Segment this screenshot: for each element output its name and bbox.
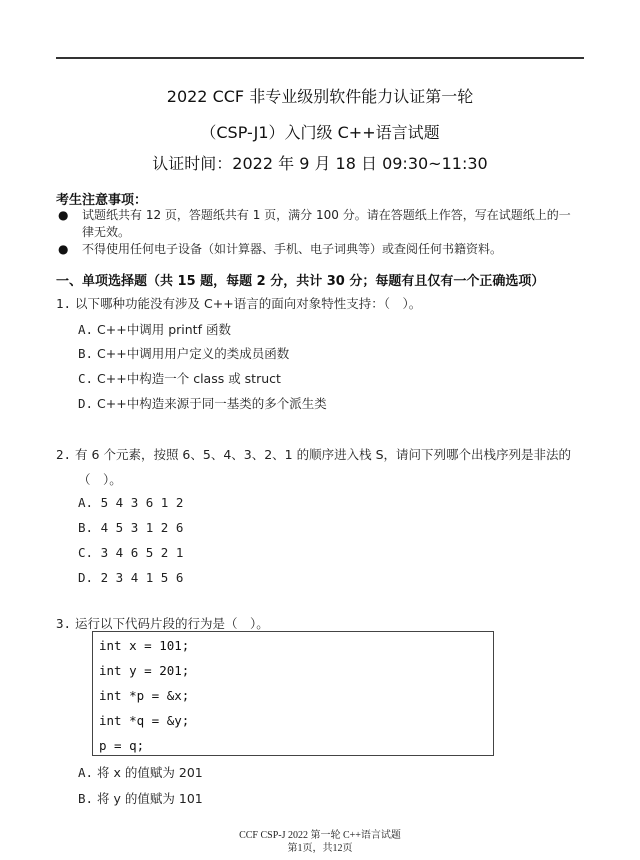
header-rule <box>56 57 584 59</box>
question-3 <box>56 614 596 632</box>
option-a <box>78 763 203 781</box>
notice-item-text: 试题纸共有 12 页，答题纸共有 1 页，满分 100 分。请在答题纸上作答，写在试题纸上的一律无效。 <box>82 208 571 239</box>
exam-title: 2022 CCF 非专业级别软件能力认证第一轮 <box>166 87 474 106</box>
option-label: B. <box>78 346 94 361</box>
option-b <box>78 520 183 535</box>
option-text: 将 y 的值赋为 101 <box>97 791 203 806</box>
footer-title: CCF CSP-J 2022 第一轮 C++语言试题 <box>239 830 401 841</box>
code-line: int x = 101; <box>99 638 190 653</box>
option-label: A. <box>78 495 94 510</box>
question-text: 有 6 个元素，按照 6、5、4、3、2、1 的顺序进入栈 S，请问下列哪个出栈序列是非法的 <box>75 447 572 462</box>
option-b <box>78 789 203 807</box>
question-number: 3. <box>56 616 72 631</box>
question-number: 2. <box>56 447 72 462</box>
question-2 <box>56 445 596 463</box>
option-c <box>78 545 183 560</box>
option-text: C++中调用用户定义的类成员函数 <box>97 346 290 361</box>
option-label: B. <box>78 520 94 535</box>
section-heading: 一、单项选择题（共 15 题，每题 2 分，共计 30 分；每题有且仅有一个正确选项） <box>56 274 545 289</box>
question-text: 运行以下代码片段的行为是（ ）。 <box>75 616 269 631</box>
option-text: C++中构造来源于同一基类的多个派生类 <box>97 396 327 411</box>
notice-heading: 考生注意事项： <box>56 193 148 208</box>
bullet-icon: ● <box>58 242 69 256</box>
question-number: 1. <box>56 296 72 311</box>
option-label: A. <box>78 765 94 780</box>
option-text: 将 x 的值赋为 201 <box>97 765 203 780</box>
question-text-continued: （ ）。 <box>78 472 122 487</box>
option-a <box>78 320 231 338</box>
option-text: 2 3 4 1 5 6 <box>100 570 184 585</box>
option-label: B. <box>78 791 94 806</box>
option-label: C. <box>78 545 94 560</box>
option-a <box>78 495 183 510</box>
option-label: D. <box>78 570 94 585</box>
page-number: 第1页，共12页 <box>287 843 353 854</box>
question-text: 以下哪种功能没有涉及 C++语言的面向对象特性支持：（ ）。 <box>75 296 422 311</box>
option-b <box>78 344 289 362</box>
code-line: int y = 201; <box>99 663 190 678</box>
option-d <box>78 394 327 412</box>
option-text: 5 4 3 6 1 2 <box>100 495 184 510</box>
option-label: C. <box>78 371 94 386</box>
option-label: D. <box>78 396 94 411</box>
code-snippet <box>92 631 494 756</box>
option-text: C++中调用 printf 函数 <box>97 322 231 337</box>
option-c <box>78 369 281 387</box>
code-line: int *p = &x; <box>99 688 190 703</box>
code-line: int *q = &y; <box>99 713 190 728</box>
exam-subtitle: （CSP-J1）入门级 C++语言试题 <box>200 123 440 142</box>
option-text: C++中构造一个 class 或 struct <box>97 371 281 386</box>
notice-item-text: 不得使用任何电子设备（如计算器、手机、电子词典等）或查阅任何书籍资料。 <box>82 242 503 256</box>
exam-time: 认证时间：2022 年 9 月 18 日 09:30~11:30 <box>152 154 488 173</box>
question-1 <box>56 294 596 312</box>
option-text: 4 5 3 1 2 6 <box>100 520 184 535</box>
option-text: 3 4 6 5 2 1 <box>100 545 184 560</box>
option-d <box>78 570 183 585</box>
code-line: p = q; <box>99 738 145 753</box>
option-label: A. <box>78 322 94 337</box>
bullet-icon: ● <box>58 208 69 222</box>
